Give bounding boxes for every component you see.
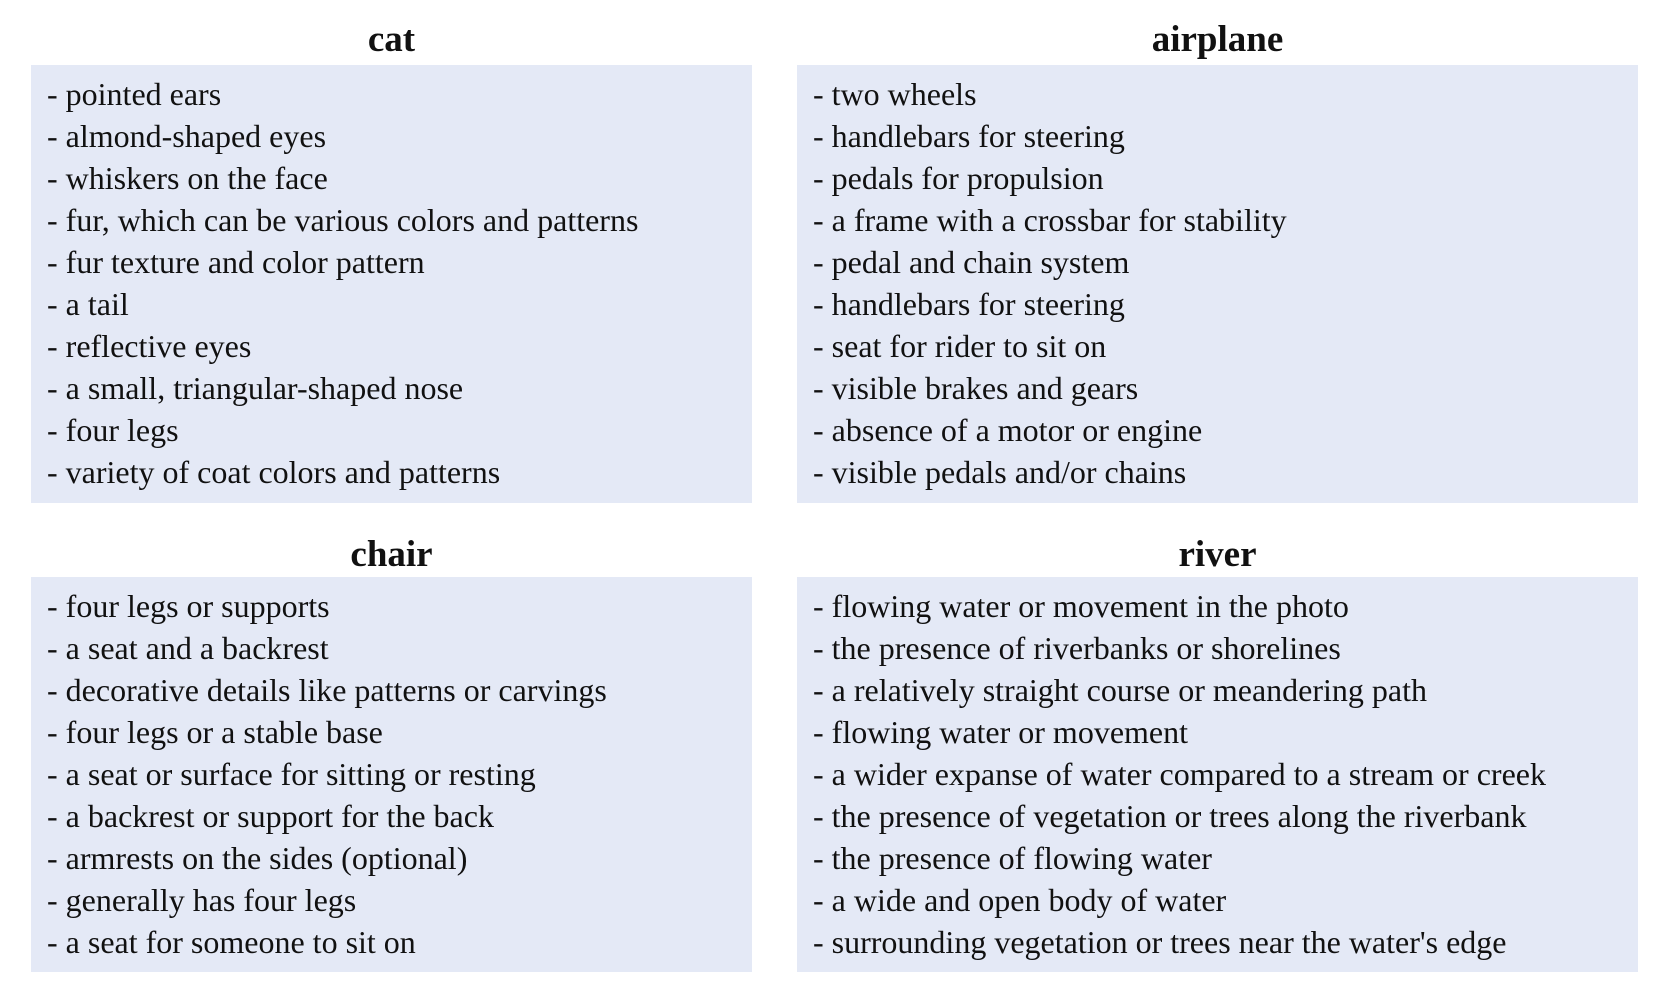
panel-box-cat [31,65,752,503]
list-item: - whiskers on the face [47,160,328,196]
list-item: - a small, triangular-shaped nose [47,370,464,406]
list-item: - a backrest or support for the back [47,798,494,834]
list-item: - visible brakes and gears [813,370,1139,406]
list-item: - a seat or surface for sitting or resting [47,756,536,792]
list-item: - a seat and a backrest [47,630,329,666]
list-item: - reflective eyes [47,328,252,364]
feature-list-chair [47,585,752,963]
feature-list-river [813,585,1638,963]
list-item: - absence of a motor or engine [813,412,1203,448]
panel-title-cat: cat [367,19,416,60]
list-item: - two wheels [813,76,977,112]
list-item: - handlebars for steering [813,118,1125,154]
list-item: - a seat for someone to sit on [47,924,416,960]
list-item: - surrounding vegetation or trees near the water's edge [813,924,1507,960]
panel-title-airplane: airplane [1151,19,1284,60]
list-item: - pointed ears [47,76,222,112]
panel-box-airplane [797,65,1638,503]
feature-list-airplane [813,73,1638,493]
panel-title-chair: chair [350,534,433,575]
list-item: - four legs or supports [47,588,330,624]
panel-title-river: river [1178,534,1257,575]
list-item: - visible pedals and/or chains [813,454,1187,490]
list-item: - fur texture and color pattern [47,244,425,280]
list-item: - handlebars for steering [813,286,1125,322]
list-item: - almond-shaped eyes [47,118,327,154]
list-item: - seat for rider to sit on [813,328,1107,364]
panel-box-chair [31,577,752,972]
list-item: - variety of coat colors and patterns [47,454,501,490]
list-item: - a frame with a crossbar for stability [813,202,1287,238]
list-item: - flowing water or movement in the photo [813,588,1349,624]
panel-box-river [797,577,1638,972]
list-item: - pedal and chain system [813,244,1130,280]
list-item: - a wider expanse of water compared to a stream or creek [813,756,1546,792]
list-item: - armrests on the sides (optional) [47,840,468,876]
feature-list-cat [47,73,752,493]
list-item: - four legs or a stable base [47,714,383,750]
list-item: - a tail [47,286,129,322]
list-item: - the presence of flowing water [813,840,1212,876]
list-item: - the presence of riverbanks or shorelines [813,630,1341,666]
list-item: - pedals for propulsion [813,160,1104,196]
list-item: - the presence of vegetation or trees along the riverbank [813,798,1527,834]
list-item: - flowing water or movement [813,714,1188,750]
list-item: - generally has four legs [47,882,357,918]
list-item: - decorative details like patterns or carvings [47,672,607,708]
list-item: - four legs [47,412,179,448]
list-item: - a relatively straight course or meandering path [813,672,1427,708]
list-item: - fur, which can be various colors and patterns [47,202,639,238]
list-item: - a wide and open body of water [813,882,1227,918]
